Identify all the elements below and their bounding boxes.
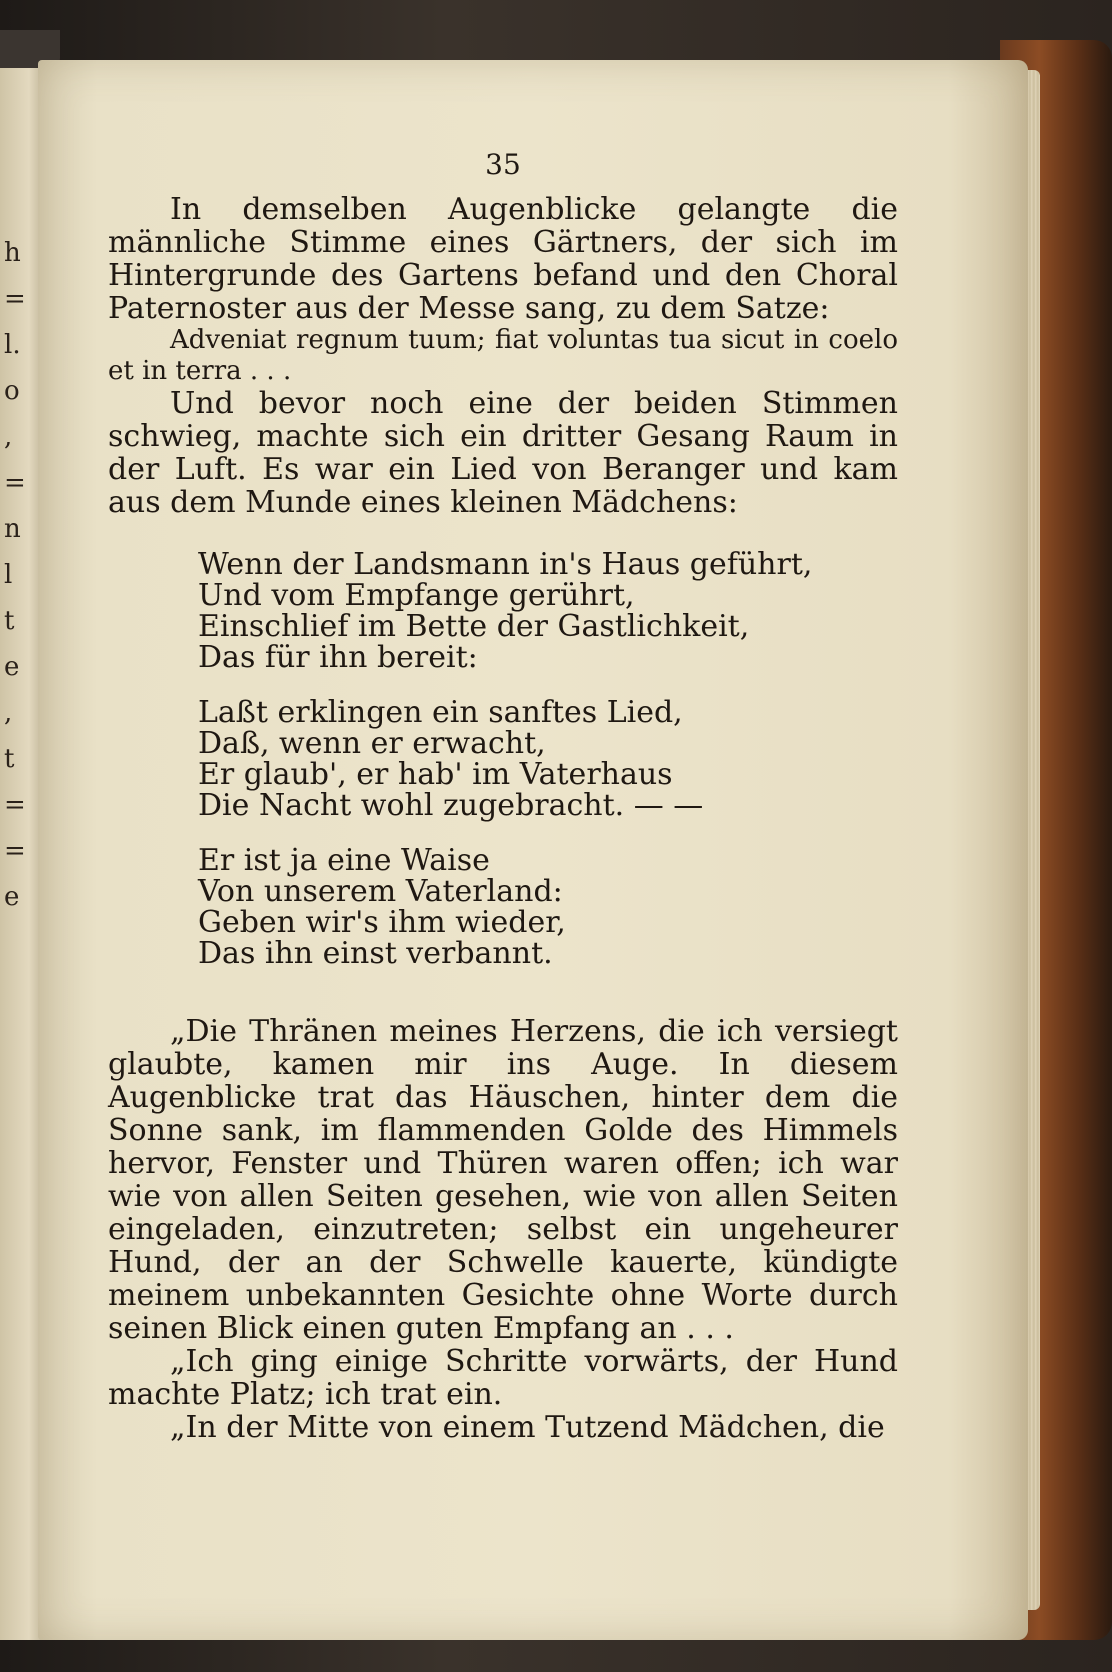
verse-line: Er ist ja eine Waise bbox=[198, 843, 490, 878]
previous-page-glyph: = bbox=[4, 284, 26, 314]
previous-page-glyph: l bbox=[4, 560, 13, 590]
previous-page-glyph: h bbox=[4, 238, 21, 268]
verse-line: Geben wir's ihm wieder, bbox=[198, 905, 566, 940]
paragraph-5: „In der Mitte von einem Tutzend Mädchen, die bbox=[170, 1410, 885, 1445]
verse-line: Und vom Empfange gerührt, bbox=[198, 578, 635, 613]
paragraph-3: „Die Thränen meines Herzens, die ich versiegt glaubte, kamen mir ins Auge. In diesem Augenblicke trat das Häuschen, hinter dem die Sonne sank, im flammenden Golde des Himmels hervor, Fenster und Thüren waren offen; ich war wie von allen Seiten gesehen, wie von allen Seiten eingeladen, einzutreten; selbst ein ungeheurer Hund, der an der Schwelle kauerte, kündigte meinem unbekannten Gesichte ohne Worte durch seinen Blick einen guten Empfang an . . . bbox=[108, 1014, 898, 1346]
verse-line: Daß, wenn er erwacht, bbox=[198, 726, 546, 761]
previous-page-glyph: o bbox=[4, 376, 20, 406]
verse-line: Wenn der Landsmann in's Haus geführt, bbox=[198, 547, 813, 582]
previous-page-glyph: e bbox=[4, 882, 20, 912]
verse-line: Er glaub', er hab' im Vaterhaus bbox=[198, 757, 673, 792]
verse-line: Von unserem Vaterland: bbox=[198, 874, 563, 909]
previous-page-glyph: e bbox=[4, 652, 20, 682]
latin-quote: Adveniat regnum tuum; fiat voluntas tua sicut in coelo et in terra . . . bbox=[108, 325, 898, 386]
poem bbox=[198, 549, 898, 969]
page-content bbox=[108, 148, 898, 1444]
previous-page-glyph: n bbox=[4, 514, 21, 544]
paragraph-4: „Ich ging einige Schritte vorwärts, der Hund machte Platz; ich trat ein. bbox=[108, 1344, 898, 1412]
previous-page-fragments bbox=[4, 230, 34, 920]
book-page bbox=[38, 60, 1028, 1640]
verse-line: Die Nacht wohl zugebracht. — — bbox=[198, 788, 704, 823]
previous-page-glyph: t bbox=[4, 744, 15, 774]
previous-page-glyph: = bbox=[4, 836, 26, 866]
paragraph-1: In demselben Augenblicke gelangte die männliche Stimme eines Gärtners, der sich im Hintergrunde des Gartens befand und den Choral Paternoster aus der Messe sang, zu dem Satze: bbox=[108, 192, 898, 326]
previous-page-glyph: , bbox=[4, 422, 13, 452]
previous-page-glyph: l. bbox=[4, 330, 21, 360]
previous-page-glyph: , bbox=[4, 698, 13, 728]
verse-line: Laßt erklingen ein sanftes Lied, bbox=[198, 695, 683, 730]
paragraph-2: Und bevor noch eine der beiden Stimmen schwieg, machte sich ein dritter Gesang Raum in der Luft. Es war ein Lied von Beranger und kam aus dem Munde eines kleinen Mädchens: bbox=[108, 386, 898, 520]
page-number: 35 bbox=[485, 148, 521, 181]
stanza-1 bbox=[198, 549, 898, 673]
previous-page-glyph: t bbox=[4, 606, 15, 636]
stanza-2 bbox=[198, 697, 898, 821]
previous-page-glyph: = bbox=[4, 790, 26, 820]
verse-line: Das ihn einst verbannt. bbox=[198, 936, 553, 971]
previous-page-glyph: = bbox=[4, 468, 26, 498]
verse-line: Das für ihn bereit: bbox=[198, 640, 478, 675]
verse-line: Einschlief im Bette der Gastlichkeit, bbox=[198, 609, 750, 644]
stanza-3 bbox=[198, 845, 898, 969]
